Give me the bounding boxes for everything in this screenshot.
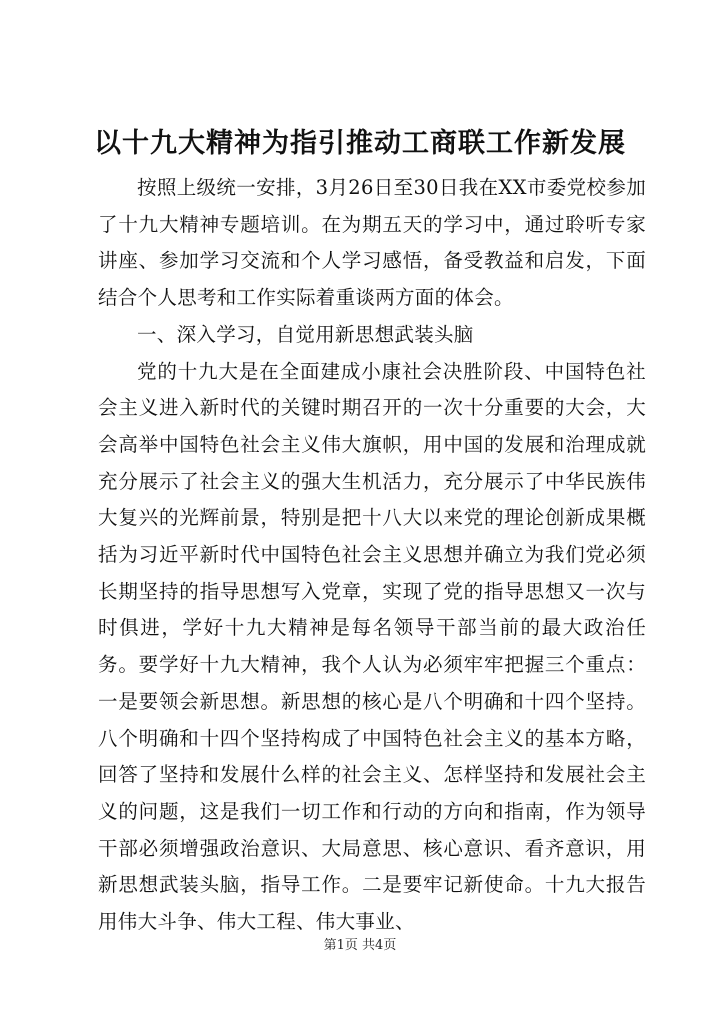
section-heading: 一、深入学习，自觉用新思想武装头脑 bbox=[137, 322, 474, 346]
section-paragraph: 党的十九大是在全面建成小康社会决胜阶段、中国特色社会主义进入新时代的关键时期召开的一次十分重要的大会，大会高举中国特色社会主义伟大旗帜，用中国的发展和治理成就充分展示了社会主义的强大生机活力，充分展示了中华民族伟大复兴的光辉前景，特别是把十八大以来党的理论创新成果概括为习近平新时代中国特色社会主义思想并确立为我们党必须长期坚持的指导思想写入党章，实现了党的指导思想又一次与时俱进，学好十九大精神是每名领导干部当前的最大政治任务。要学好十九大精神，我个人认为必须牢牢把握三个重点：一是要领会新思想。新思想的核心是八个明确和十四个坚持。八个明确和十四个坚持构成了中国特色社会主义的基本方略，回答了坚持和发展什么样的社会主义、怎样坚持和发展社会主义的问题，这是我们一切工作和行动的方向和指南，作为领导干部必须增强政治意识、大局意思、核心意识、看齐意识，用新思想武装头脑，指导工作。二是要牢记新使命。十九大报告用伟大斗争、伟大工程、伟大事业、 bbox=[98, 359, 646, 934]
document-body bbox=[98, 170, 646, 941]
page-footer: 第1页 共4页 bbox=[323, 938, 397, 953]
intro-paragraph: 按照上级统一安排，3月26日至30日我在XX市委党校参加了十九大精神专题培训。在为期五天的学习中，通过聆听专家讲座、参加学习交流和个人学习感悟，备受教益和启发，下面结合个人思考和工作实际着重谈两方面的体会。 bbox=[98, 176, 646, 310]
document-title: 以十九大精神为指引推动工商联工作新发展 bbox=[94, 128, 626, 159]
